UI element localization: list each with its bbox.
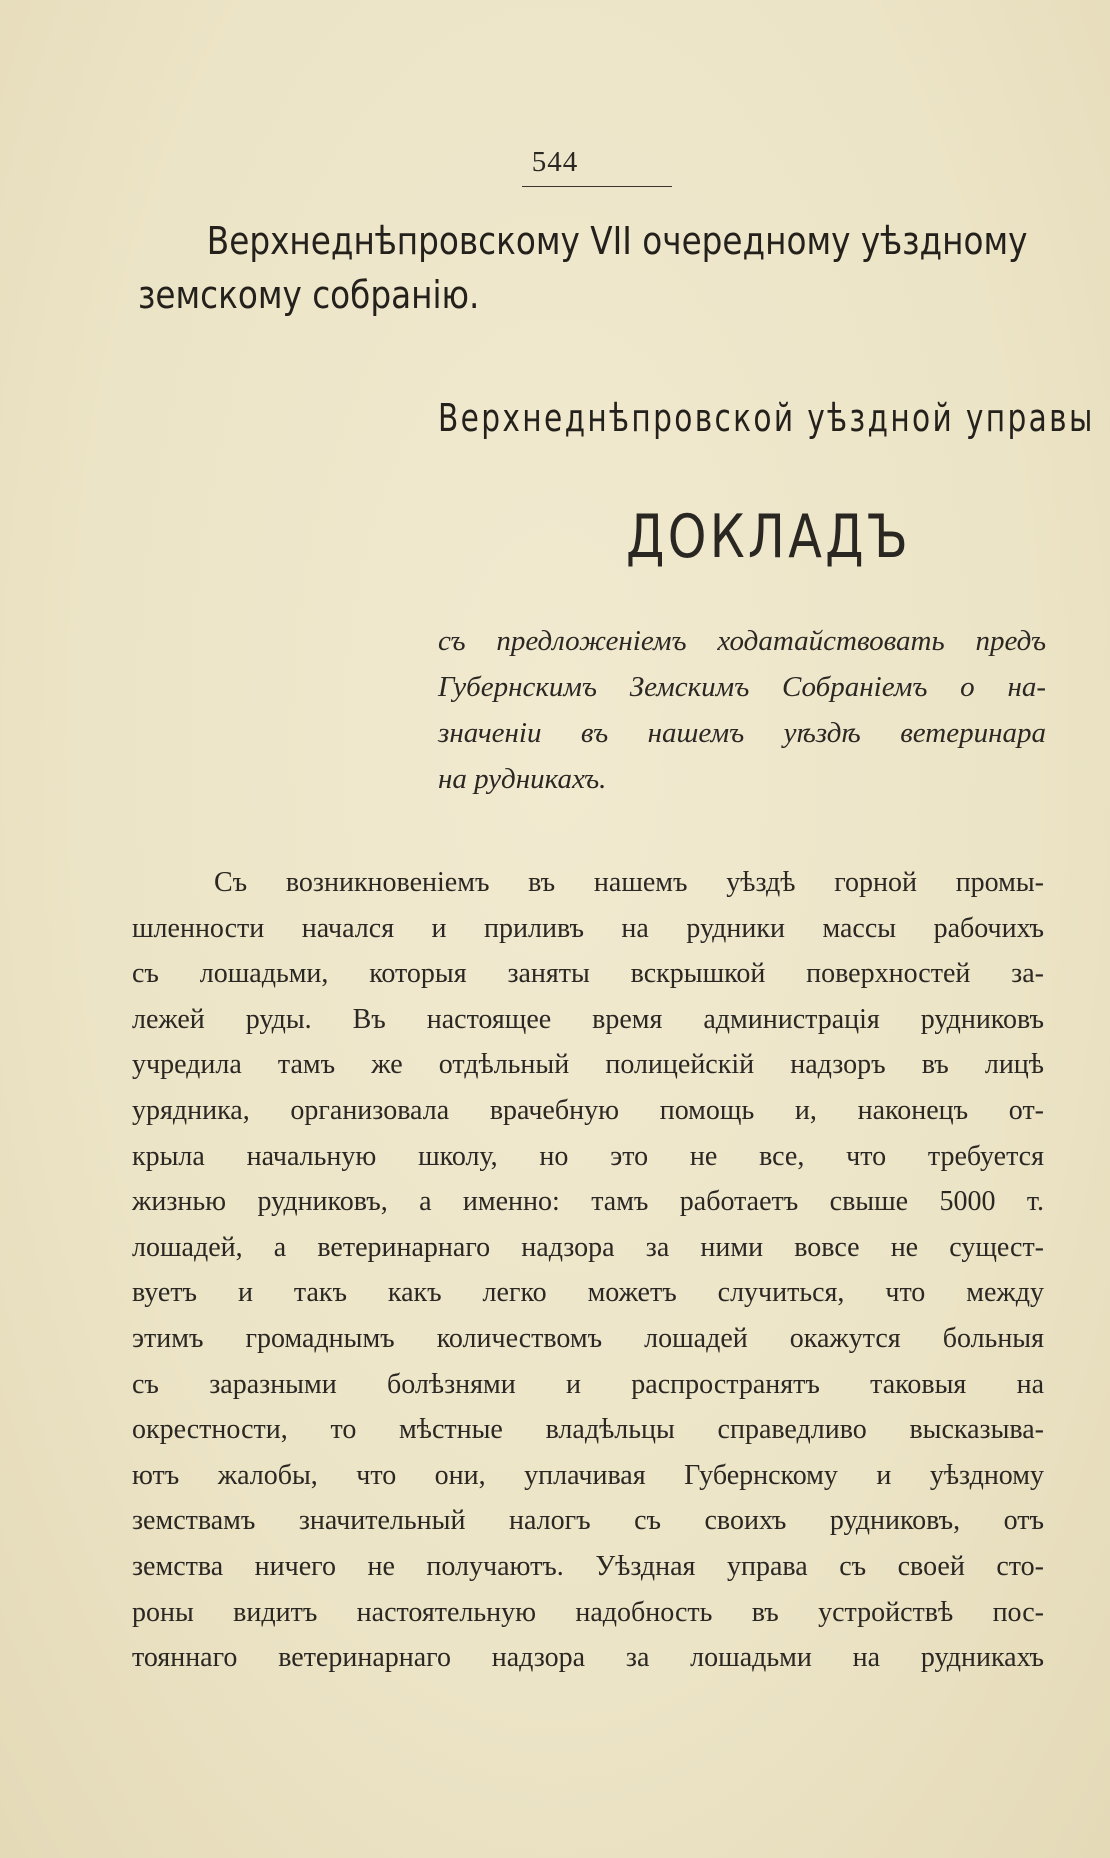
body-line: съ лошадьми, которыя заняты вскрышкой поверхностей за- bbox=[132, 958, 1044, 990]
body-line: съ заразными болѣзнями и распространятъ таковыя на bbox=[132, 1368, 1044, 1400]
page-number-rule bbox=[522, 186, 672, 187]
body-line: урядника, организовала врачебную помощь и, наконецъ от- bbox=[132, 1094, 1044, 1126]
body-line: тояннаго ветеринарнаго надзора за лошадьми на рудникахъ bbox=[132, 1642, 1044, 1674]
body-line: окрестности, то мѣстные владѣльцы справедливо высказыва- bbox=[132, 1414, 1044, 1446]
body-line: Съ возникновеніемъ въ нашемъ уѣздѣ горной промы- bbox=[214, 867, 1044, 898]
body-line: жизнью рудниковъ, а именно: тамъ работаетъ свыше 5000 т. bbox=[132, 1186, 1044, 1218]
body-line: земства ничего не получаютъ. Уѣздная управа съ своей сто- bbox=[132, 1550, 1044, 1582]
addressee-line-2: земскому собранію. bbox=[138, 273, 480, 317]
body-line: учредила тамъ же отдѣльный полицейскій надзоръ въ лицѣ bbox=[132, 1049, 1044, 1081]
addressee-heading bbox=[138, 214, 1028, 322]
addressee-line-1: Верхнеднѣпровскому VII очередному уѣздному bbox=[206, 219, 1028, 263]
subtitle bbox=[438, 618, 1046, 802]
document-title: ДОКЛАДЪ bbox=[626, 502, 912, 572]
body-line: лошадей, а ветеринарнаго надзора за ними вовсе не сущест- bbox=[132, 1231, 1044, 1263]
body-line: лежей руды. Въ настоящее время администрація рудниковъ bbox=[132, 1003, 1044, 1035]
body-line: шленности начался и приливъ на рудники массы рабочихъ bbox=[132, 912, 1044, 944]
body-line: этимъ громаднымъ количествомъ лошадей окажутся больныя bbox=[132, 1322, 1044, 1354]
body-line: роны видитъ настоятельную надобность въ устройствѣ пос- bbox=[132, 1596, 1044, 1628]
body-text bbox=[132, 860, 1044, 1681]
body-line: крыла начальную школу, но это не все, что требуется bbox=[132, 1140, 1044, 1172]
subtitle-line: съ предложеніемъ ходатайствовать предъ bbox=[438, 625, 1046, 657]
subtitle-line: значеніи въ нашемъ уѣздѣ ветеринара bbox=[438, 717, 1046, 749]
subtitle-line: Губернскимъ Земскимъ Собраніемъ о на- bbox=[438, 671, 1046, 703]
body-line: вуетъ и такъ какъ легко можетъ случиться, что между bbox=[132, 1277, 1044, 1309]
body-line: ютъ жалобы, что они, уплачивая Губернскому и уѣздному bbox=[132, 1459, 1044, 1491]
body-line: земствамъ значительный налогъ съ своихъ рудниковъ, отъ bbox=[132, 1505, 1044, 1537]
board-heading: Верхнеднѣпровской уѣздной управы bbox=[438, 396, 1095, 440]
subtitle-line: на рудникахъ. bbox=[438, 763, 607, 795]
page-number: 544 bbox=[531, 146, 579, 178]
